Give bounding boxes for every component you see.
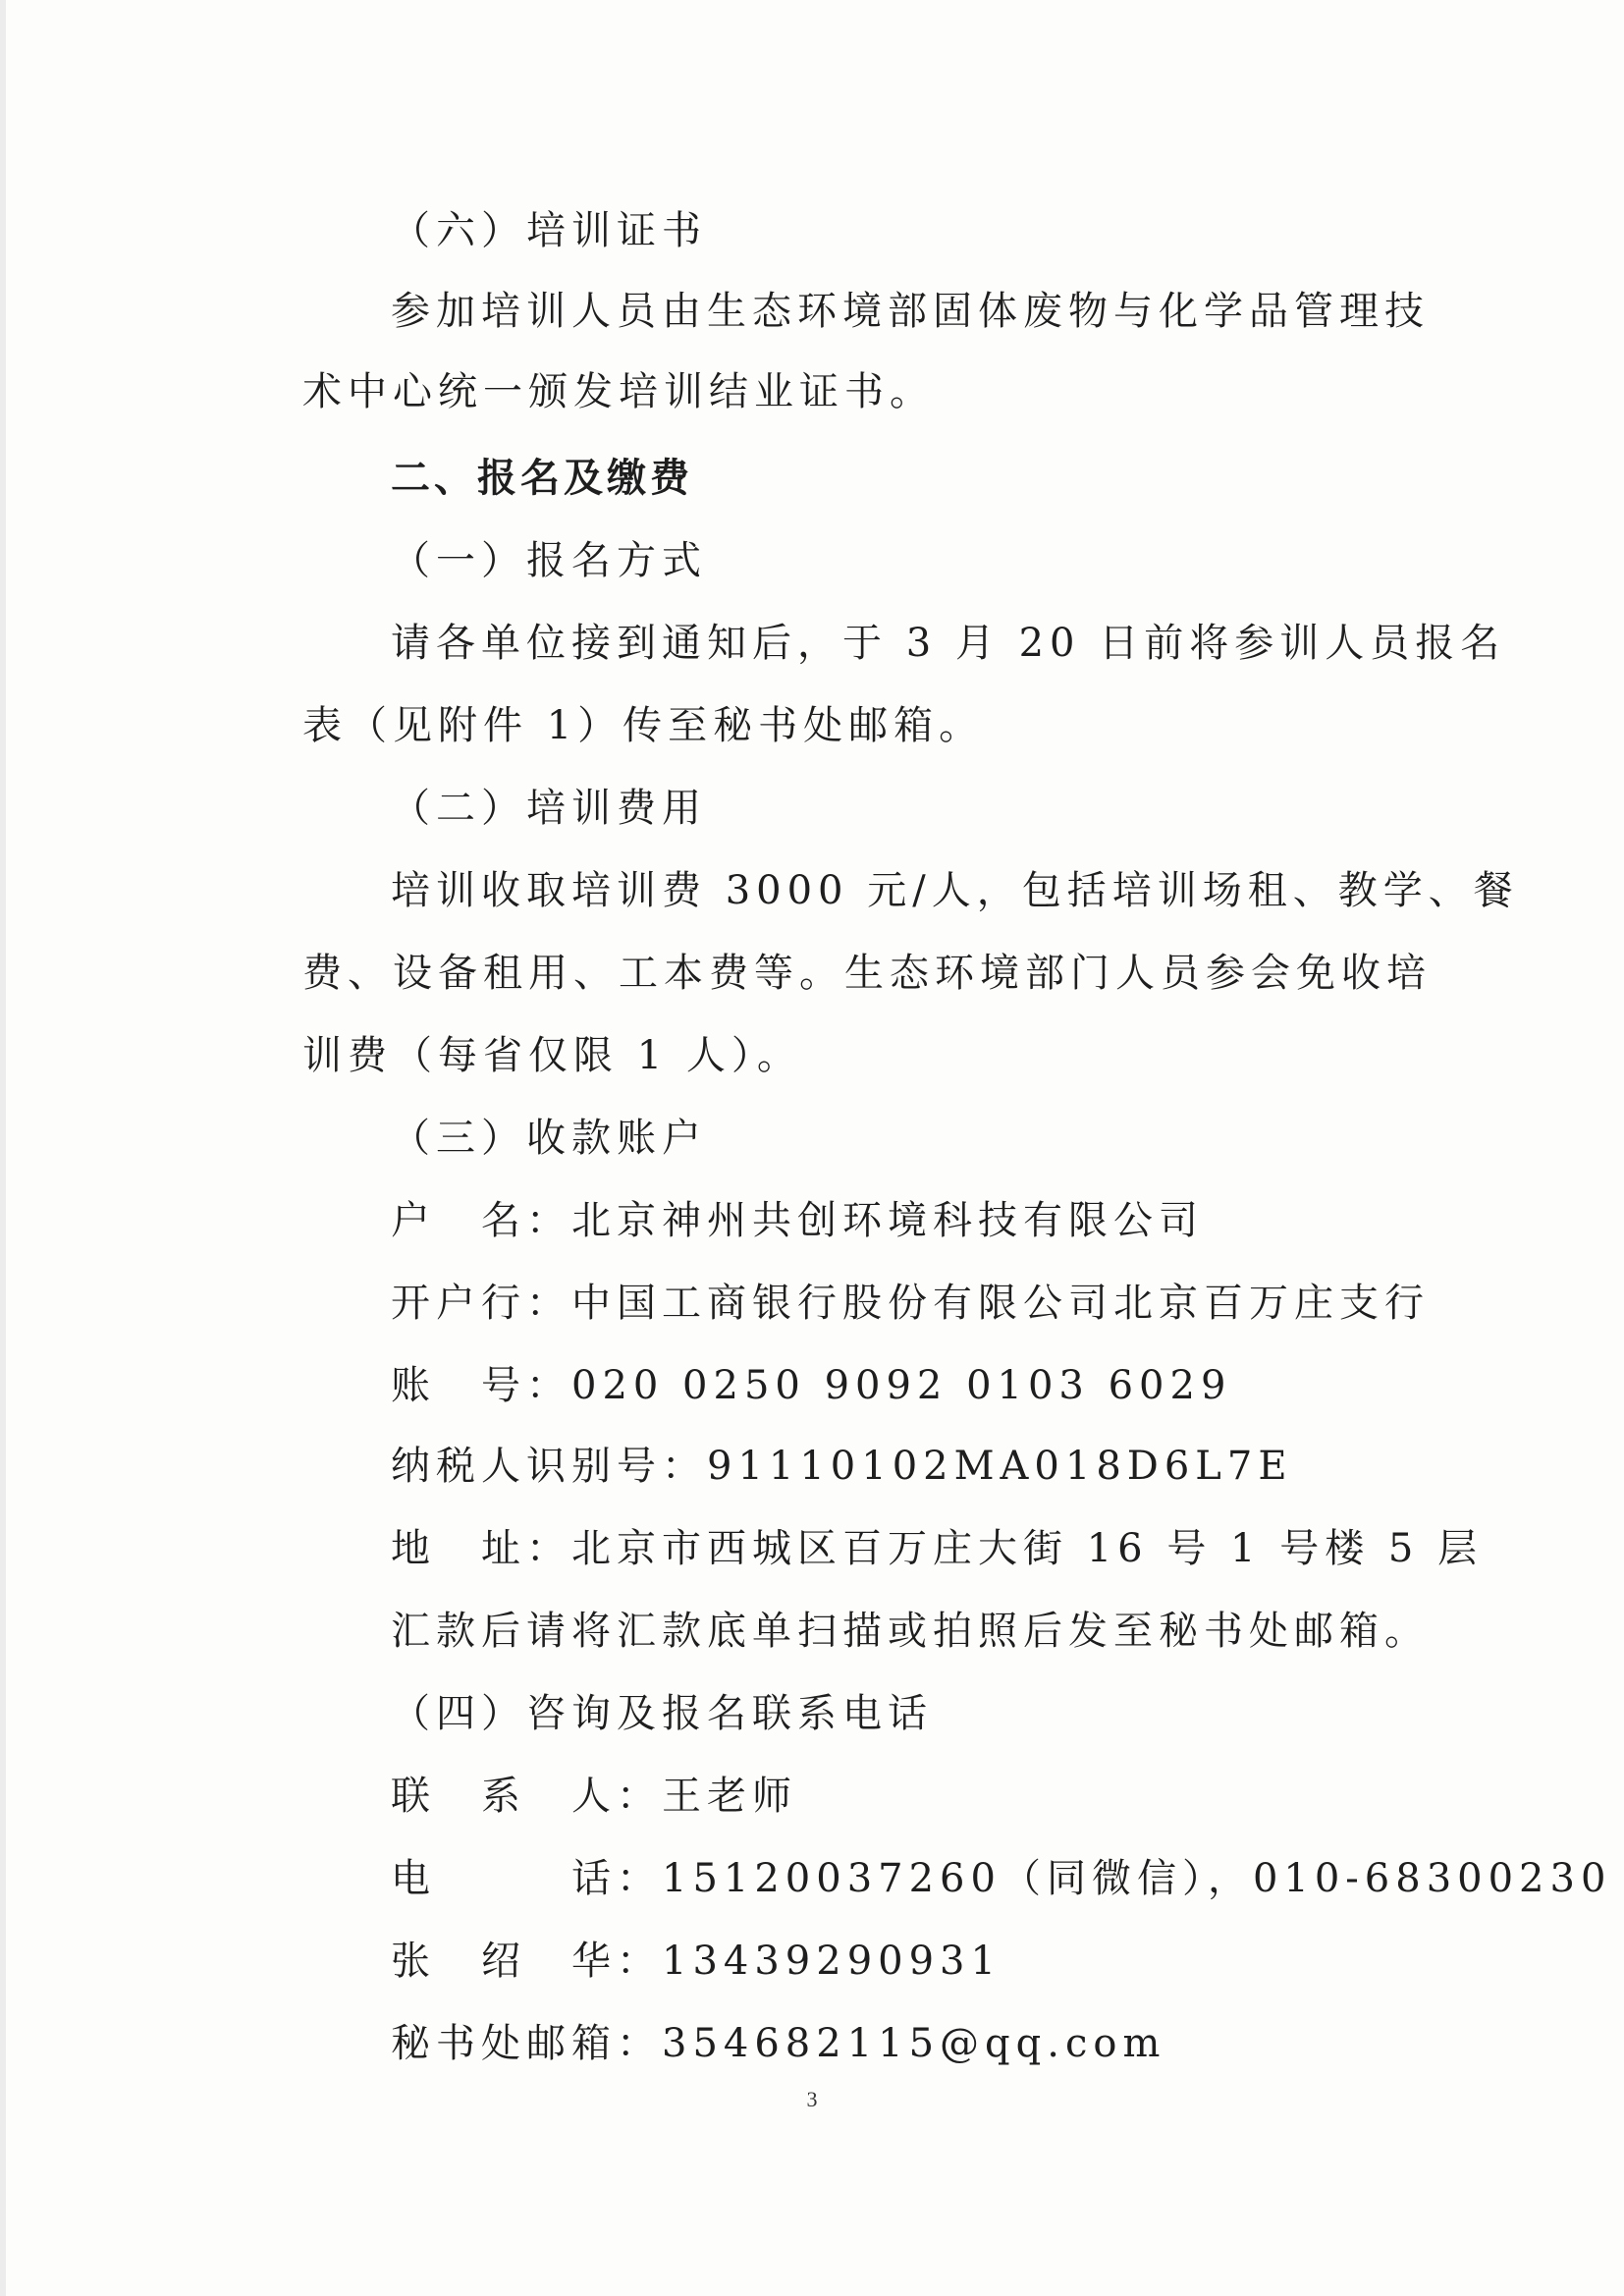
account-number-line: 账 号：020 0250 9092 0103 6029	[391, 1363, 1232, 1408]
taxpayer-id-line: 纳税人识别号：91110102MA018D6L7E	[391, 1444, 1293, 1489]
contact-person-line: 联 系 人：王老师	[391, 1774, 797, 1819]
bank-line: 开户行：中国工商银行股份有限公司北京百万庄支行	[391, 1281, 1430, 1326]
subheading-payment-account: （三）收款账户	[391, 1116, 707, 1161]
paragraph-line: 术中心统一颁发培训结业证书。	[302, 369, 935, 414]
paragraph-line: 费、设备租用、工本费等。生态环境部门人员参会免收培	[302, 951, 1432, 996]
paragraph-line: 培训收取培训费 3000 元/人，包括培训场租、教学、餐	[391, 868, 1519, 913]
page-number: 3	[806, 2087, 818, 2111]
paragraph-line: 请各单位接到通知后，于 3 月 20 日前将参训人员报名	[391, 621, 1506, 666]
subheading-certificate: （六）培训证书	[391, 208, 707, 253]
contact-person-line: 张 绍 华：13439290931	[391, 1939, 1001, 1984]
paragraph-line: 表（见附件 1）传至秘书处邮箱。	[302, 703, 985, 748]
account-name-line: 户 名：北京神州共创环境科技有限公司	[391, 1198, 1204, 1243]
paragraph-line: 参加培训人员由生态环境部固体废物与化学品管理技	[391, 289, 1430, 334]
paragraph-line: 训费（每省仅限 1 人）。	[302, 1033, 802, 1078]
subheading-registration-method: （一）报名方式	[391, 538, 707, 583]
subheading-training-fee: （二）培训费用	[391, 786, 707, 831]
subheading-contact: （四）咨询及报名联系电话	[391, 1691, 933, 1736]
address-line: 地 址：北京市西城区百万庄大街 16 号 1 号楼 5 层	[391, 1526, 1484, 1571]
section-heading-registration: 二、报名及缴费	[391, 456, 693, 501]
remittance-note-line: 汇款后请将汇款底单扫描或拍照后发至秘书处邮箱。	[391, 1609, 1430, 1654]
phone-line: 电 话：15120037260（同微信），010-68300230	[391, 1856, 1612, 1901]
email-line: 秘书处邮箱：354682115@qq.com	[391, 2021, 1166, 2066]
